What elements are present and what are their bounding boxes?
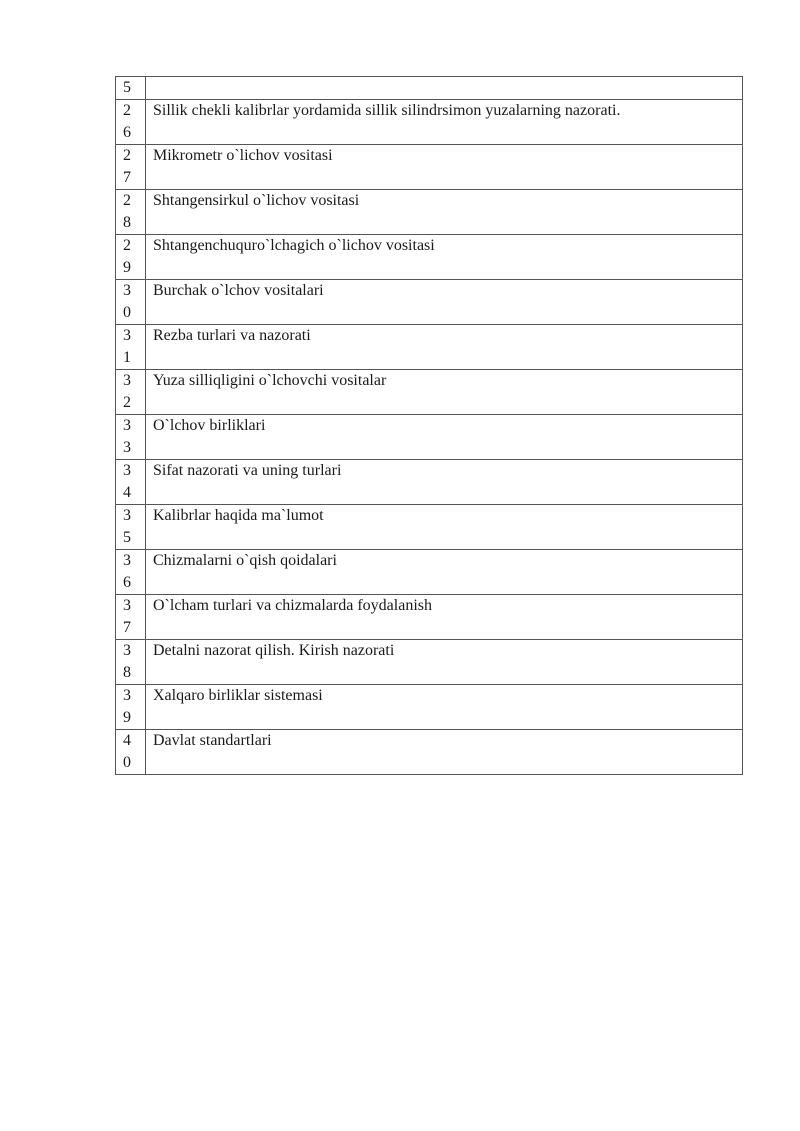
row-number: 29 (123, 237, 131, 276)
row-number: 35 (123, 507, 131, 546)
table-row (116, 550, 743, 595)
row-number-cell (116, 415, 146, 460)
topic-cell: Mikrometr o`lichov vositasi (146, 145, 743, 190)
table-row (116, 190, 743, 235)
topic-cell: Burchak o`lchov vositalari (146, 280, 743, 325)
table-row (116, 280, 743, 325)
topic-cell: Sifat nazorati va uning turlari (146, 460, 743, 505)
row-number: 31 (123, 327, 131, 366)
table-row (116, 370, 743, 415)
row-number-cell (116, 145, 146, 190)
topic-cell: Davlat standartlari (146, 730, 743, 775)
row-number: 32 (123, 372, 131, 411)
table-row (116, 595, 743, 640)
row-number: 38 (123, 642, 131, 681)
topic-cell: Sillik chekli kalibrlar yordamida sillik silindrsimon yuzalarning nazorati. (146, 100, 743, 145)
table-row (116, 100, 743, 145)
row-number-cell (116, 77, 146, 100)
topic-cell: Chizmalarni o`qish qoidalari (146, 550, 743, 595)
table-row (116, 460, 743, 505)
row-number-cell (116, 325, 146, 370)
topic-cell: Shtangensirkul o`lichov vositasi (146, 190, 743, 235)
topic-cell: Kalibrlar haqida ma`lumot (146, 505, 743, 550)
topics-table (115, 76, 743, 775)
topic-cell: O`lchov birliklari (146, 415, 743, 460)
table-row (116, 730, 743, 775)
topic-cell: O`lcham turlari va chizmalarda foydalanish (146, 595, 743, 640)
topic-cell (146, 77, 743, 100)
table-row (116, 77, 743, 100)
row-number: 40 (123, 732, 131, 771)
topic-cell: Detalni nazorat qilish. Kirish nazorati (146, 640, 743, 685)
row-number: 36 (123, 552, 131, 591)
table-row (116, 505, 743, 550)
table-row (116, 415, 743, 460)
row-number: 26 (123, 102, 131, 141)
row-number-cell (116, 595, 146, 640)
table-row (116, 685, 743, 730)
row-number-cell (116, 550, 146, 595)
row-number-cell (116, 460, 146, 505)
row-number: 27 (123, 147, 131, 186)
table-row (116, 325, 743, 370)
row-number: 37 (123, 597, 131, 636)
row-number-cell (116, 730, 146, 775)
row-number: 28 (123, 192, 131, 231)
topic-cell: Yuza silliqligini o`lchovchi vositalar (146, 370, 743, 415)
row-number-cell (116, 370, 146, 415)
topic-cell: Rezba turlari va nazorati (146, 325, 743, 370)
row-number: 5 (123, 79, 131, 96)
row-number-cell (116, 190, 146, 235)
topic-cell: Shtangenchuquro`lchagich o`lichov vositasi (146, 235, 743, 280)
row-number: 39 (123, 687, 131, 726)
row-number-cell (116, 505, 146, 550)
row-number-cell (116, 280, 146, 325)
row-number-cell (116, 100, 146, 145)
row-number-cell (116, 685, 146, 730)
topic-cell: Xalqaro birliklar sistemasi (146, 685, 743, 730)
topics-table-body (116, 77, 743, 775)
table-row (116, 235, 743, 280)
row-number: 30 (123, 282, 131, 321)
row-number-cell (116, 640, 146, 685)
row-number-cell (116, 235, 146, 280)
row-number: 34 (123, 462, 131, 501)
table-row (116, 640, 743, 685)
row-number: 33 (123, 417, 131, 456)
table-row (116, 145, 743, 190)
